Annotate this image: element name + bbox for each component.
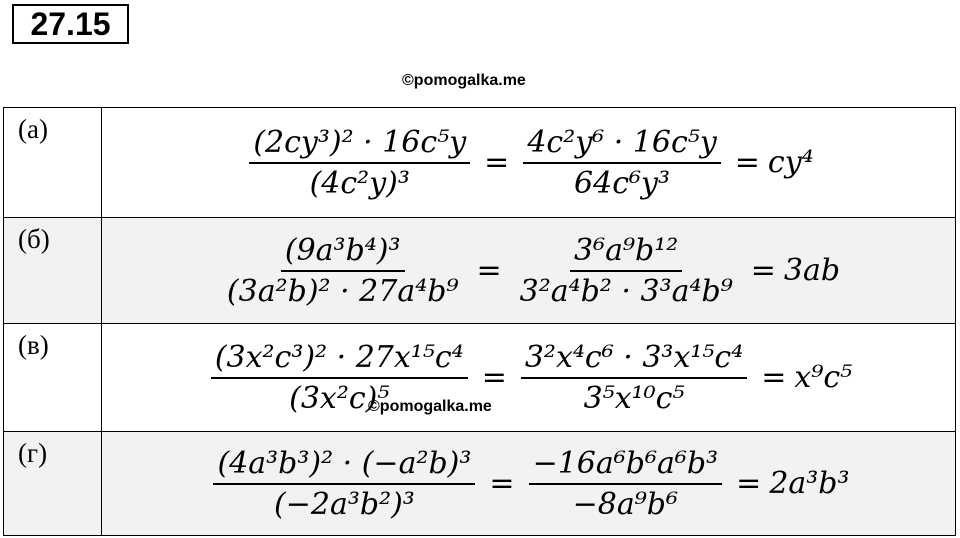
result: 3ab	[783, 253, 841, 288]
denominator: (−2a³b²)³	[274, 486, 415, 522]
fraction	[516, 233, 737, 309]
fraction	[523, 125, 720, 201]
equals-sign: =	[481, 360, 507, 395]
row-a	[4, 108, 956, 218]
fraction	[223, 233, 463, 309]
numerator: 3²x⁴c⁶ · 3³x¹⁵c⁴	[521, 340, 747, 379]
row-b	[4, 218, 956, 324]
fraction	[529, 446, 723, 522]
equals-sign: =	[476, 253, 502, 288]
equals-sign: =	[750, 253, 776, 288]
equation	[207, 446, 849, 522]
row-label: (в)	[4, 324, 102, 432]
fraction	[521, 340, 747, 416]
problem-number: 27.15	[12, 4, 129, 44]
denominator: −8a⁹b⁶	[572, 486, 679, 522]
equation	[205, 340, 852, 416]
equals-sign: =	[736, 466, 762, 501]
equals-sign: =	[734, 145, 760, 180]
equation	[217, 233, 840, 309]
row-label: (б)	[4, 218, 102, 324]
denominator: (3a²b)² · 27a⁴b⁹	[226, 273, 459, 309]
fraction	[213, 446, 475, 522]
result: 2a³b³	[769, 466, 850, 501]
watermark: ©pomogalka.me	[402, 72, 526, 89]
numerator: (2cy³)² · 16c⁵y	[249, 125, 470, 164]
denominator: (4c²y)³	[309, 165, 410, 201]
row-g	[4, 432, 956, 536]
equals-sign: =	[484, 145, 510, 180]
watermark: ©pomogalka.me	[368, 398, 492, 415]
numerator: 3⁶a⁹b¹²	[570, 233, 682, 272]
numerator: 4c²y⁶ · 16c⁵y	[523, 125, 720, 164]
numerator: (3x²c³)² · 27x¹⁵c⁴	[211, 340, 468, 379]
formula-cell	[102, 218, 956, 324]
denominator: 3⁵x¹⁰c⁵	[583, 380, 685, 416]
denominator: 64c⁶y³	[574, 165, 671, 201]
numerator: −16a⁶b⁶a⁶b³	[529, 446, 723, 485]
row-label: (а)	[4, 108, 102, 218]
result: x⁹c⁵	[794, 360, 853, 395]
formula-cell	[102, 324, 956, 432]
denominator: (3x²c)⁵	[289, 380, 390, 416]
numerator: (9a³b⁴)³	[281, 233, 405, 272]
equation	[243, 125, 813, 201]
denominator: 3²a⁴b² · 3³a⁴b⁹	[519, 273, 733, 309]
fraction	[249, 125, 470, 201]
formula-cell	[102, 432, 956, 536]
row-label: (г)	[4, 432, 102, 536]
formula-cell	[102, 108, 956, 218]
equals-sign: =	[489, 466, 515, 501]
result: cy⁴	[767, 145, 814, 180]
equals-sign: =	[761, 360, 787, 395]
numerator: (4a³b³)² · (−a²b)³	[213, 446, 475, 485]
solutions-table	[3, 107, 956, 536]
